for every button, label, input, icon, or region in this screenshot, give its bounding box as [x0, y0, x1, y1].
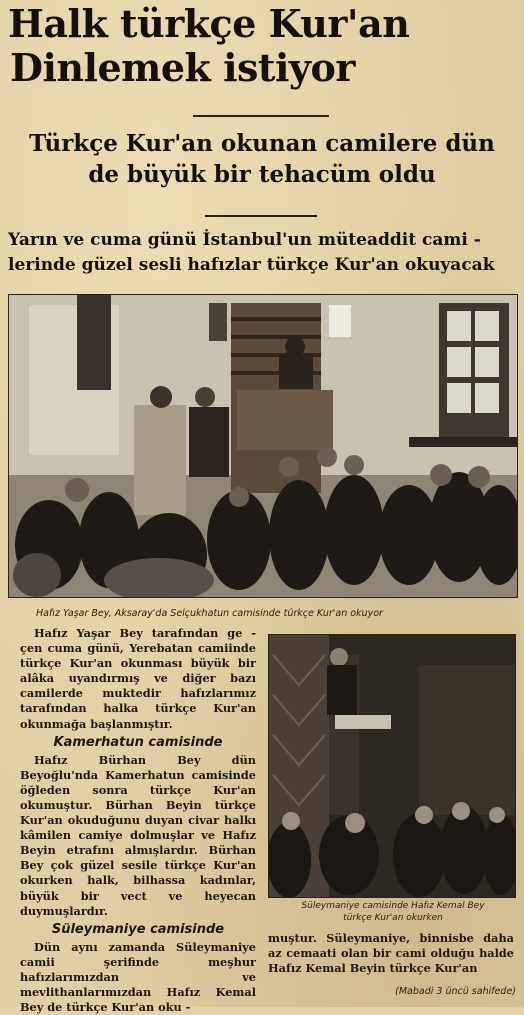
deck — [8, 228, 520, 278]
divider-rule — [193, 115, 329, 117]
headline-line-2: Dinlemek istiyor — [10, 45, 355, 90]
subheadline — [0, 128, 524, 190]
photo-mosque-recitation — [8, 294, 518, 598]
article-column-right-text: muştur. Süleymaniye, binnisbe daha az cemaati olan bir cami olduğu halde Hafız Kemal Beyin türkçe Kur'an — [268, 931, 514, 976]
article-column-left — [20, 626, 256, 1015]
photo-image — [9, 295, 517, 597]
photo-caption-2 — [270, 900, 516, 924]
photo-image — [269, 635, 515, 897]
headline-line-1: Halk türkçe Kur'an — [8, 1, 410, 46]
subheadline-line-1: Türkçe Kur'an okunan camilere dün — [29, 130, 495, 157]
photo-caption-2-line-2: türkçe Kur'an okurken — [343, 913, 443, 923]
photo-suleymaniye — [268, 634, 516, 898]
subheadline-line-2: de büyük bir tehacüm oldu — [88, 161, 436, 188]
article-section-1: Hafız Bürhan Bey dün Beyoğlu'nda Kamerhatun camisinde öğleden sonra türkçe Kur'an okumuştur. Bürhan Beyin türkçe Kur'an okuduğunu duyan civar halkı kâmilen camiye dolmuşlar ve Hafız Beyin etrafını almışlardır. Bürhan Bey çok güzel sesile türkçe Kur'an okurken halk, bilhassa kadınlar, büyük bir vect ve heyecan duymuşlardır. — [20, 752, 256, 918]
article-column-right — [268, 931, 514, 976]
headline — [8, 2, 518, 90]
photo-caption-2-line-1: Süleymaniye camisinde Hafız Kemal Bey — [301, 901, 485, 911]
divider-rule — [205, 215, 317, 217]
photo-caption-1: Hafız Yaşar Bey, Aksaray'da Selçukhatun camisinde türkçe Kur'an okuyor — [36, 608, 383, 619]
section-heading-suleymaniye: Süleymaniye camisinde — [51, 921, 225, 937]
article-section-2: Dün aynı zamanda Süleymaniye camii şerifinde meşhur hafızlarımızdan ve mevlithanlarımızdan Hafız Kemal Bey de türkçe Kur'an oku - — [20, 939, 256, 1015]
section-heading-kamerhatun: Kamerhatun camisinde — [53, 734, 223, 750]
continued-note: (Mabadi 3 üncü sahifede) — [395, 986, 516, 997]
article-intro: Hafız Yaşar Bey tarafından ge - çen cuma günü, Yerebatan camiinde türkçe Kur'an okunması büyük bir alâka uyandırmış ve diğer bazı camilerde muktedir hafızlarımız tarafından halka türkçe Kur'an okunmağa başlanmıştır. — [20, 626, 256, 731]
deck-line-2: lerinde güzel sesli hafızlar türkçe Kur'an okuyacak — [8, 255, 495, 275]
deck-line-1: Yarın ve cuma günü İstanbul'un müteaddit cami - — [8, 230, 481, 250]
